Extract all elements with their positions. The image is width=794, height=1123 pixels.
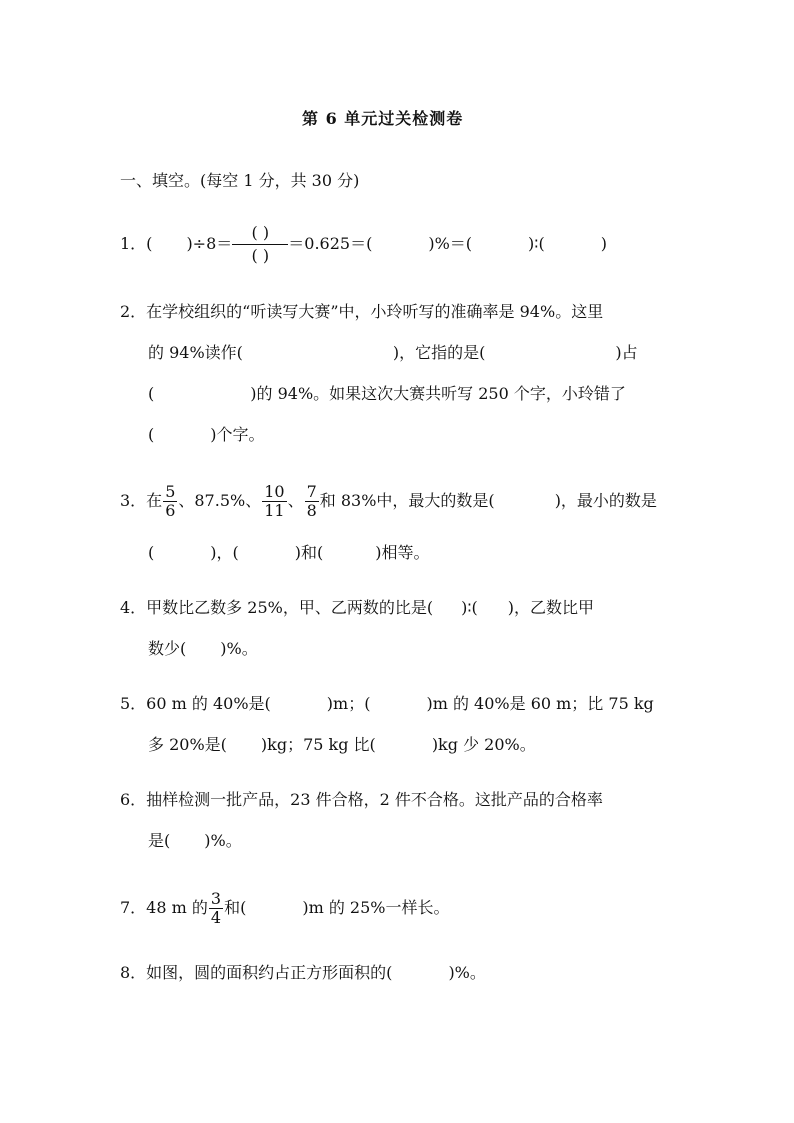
question-2-line-4	[148, 424, 265, 446]
fraction	[209, 890, 223, 927]
question-8	[120, 962, 486, 984]
q1-text: )∶(	[528, 234, 545, 253]
q2-text: )的 94%。如果这次大赛共听写 250 个字，小玲错了	[250, 384, 626, 403]
question-5-line-2	[148, 734, 536, 756]
q3-text: )相等。	[375, 543, 430, 562]
fraction	[232, 222, 288, 267]
q6-text: 是(	[148, 831, 171, 850]
q4-text: )∶(	[461, 598, 478, 617]
q8-text: )%。	[448, 963, 486, 982]
q5-text: )kg；75 kg 比(	[260, 735, 376, 754]
q1-text: )	[600, 234, 607, 253]
question-7	[120, 885, 449, 931]
question-2-line-1: 2．在学校组织的“听读写大赛”中，小玲听写的准确率是 94%。这里	[120, 302, 604, 321]
q2-text: (	[148, 425, 155, 444]
fraction-numerator: 3	[210, 889, 222, 908]
question-6-line-1: 6．抽样检测一批产品，23 件合格，2 件不合格。这批产品的合格率	[120, 790, 603, 809]
q2-text: )个字。	[210, 425, 265, 444]
q3-text: 、	[287, 491, 304, 510]
q5-text: )m 的 40%是 60 m；比 75 kg	[426, 694, 654, 713]
q8-text: 8．如图，圆的面积约占正方形面积的(	[120, 963, 393, 982]
q3-text: )，最小的数是	[554, 491, 657, 510]
q4-text: )%。	[220, 639, 258, 658]
q3-text: (	[148, 543, 155, 562]
question-1	[120, 222, 607, 267]
question-2-line-3	[148, 383, 626, 405]
q3-text: 3．在	[120, 491, 163, 510]
q1-text: ＝0.625＝(	[288, 234, 373, 253]
q3-text: 和 83%中，最大的数是(	[319, 491, 495, 510]
fraction-denominator: 4	[210, 908, 222, 927]
q2-text: )占	[615, 343, 638, 362]
question-5-line-1	[120, 693, 654, 715]
q5-text: 5．60 m 的 40%是(	[120, 694, 271, 713]
fraction-numerator: 7	[306, 482, 317, 501]
q7-text: 和(	[224, 898, 247, 917]
question-3-line-1	[120, 478, 657, 524]
q4-text: 4．甲数比乙数多 25%，甲、乙两数的比是(	[120, 598, 434, 617]
q4-text: )，乙数比甲	[507, 598, 594, 617]
q5-text: 多 20%是(	[148, 735, 227, 754]
q4-text: 数少(	[148, 639, 187, 658]
q3-text: 、87.5%、	[178, 491, 262, 510]
q7-text: )m 的 25%一样长。	[302, 898, 450, 917]
q3-text: )，(	[210, 543, 239, 562]
fraction-denominator: 6	[165, 501, 176, 520]
q2-text: (	[148, 384, 155, 403]
q1-text: )÷8＝	[186, 234, 233, 253]
fraction	[163, 483, 177, 520]
q5-text: )m；(	[326, 694, 371, 713]
fraction-denominator: 11	[264, 501, 285, 520]
q2-text: 的 94%读作(	[148, 343, 243, 362]
question-4-line-1	[120, 597, 594, 619]
q6-text: )%。	[204, 831, 242, 850]
q1-text: 1．(	[120, 234, 153, 253]
q5-text: )kg 少 20%。	[431, 735, 536, 754]
fraction-numerator: ( )	[232, 222, 288, 245]
question-3-line-2	[148, 542, 430, 564]
q1-text: )%＝(	[428, 234, 473, 253]
q7-text: 7．48 m 的	[120, 898, 208, 917]
question-2-line-2	[148, 342, 638, 364]
fraction-denominator: 8	[306, 501, 317, 520]
q3-text: )和(	[294, 543, 324, 562]
fraction-numerator: 5	[165, 482, 176, 501]
page-title: 第 6 单元过关检测卷	[302, 109, 464, 128]
question-4-line-2	[148, 638, 258, 660]
fraction-numerator: 10	[264, 482, 285, 501]
question-6-line-2	[148, 830, 242, 852]
q2-text: )，它指的是(	[392, 343, 486, 362]
fraction	[305, 483, 319, 520]
fraction	[262, 483, 286, 520]
section-heading: 一、填空。(每空 1 分，共 30 分)	[120, 171, 360, 190]
fraction-denominator: ( )	[251, 246, 270, 265]
